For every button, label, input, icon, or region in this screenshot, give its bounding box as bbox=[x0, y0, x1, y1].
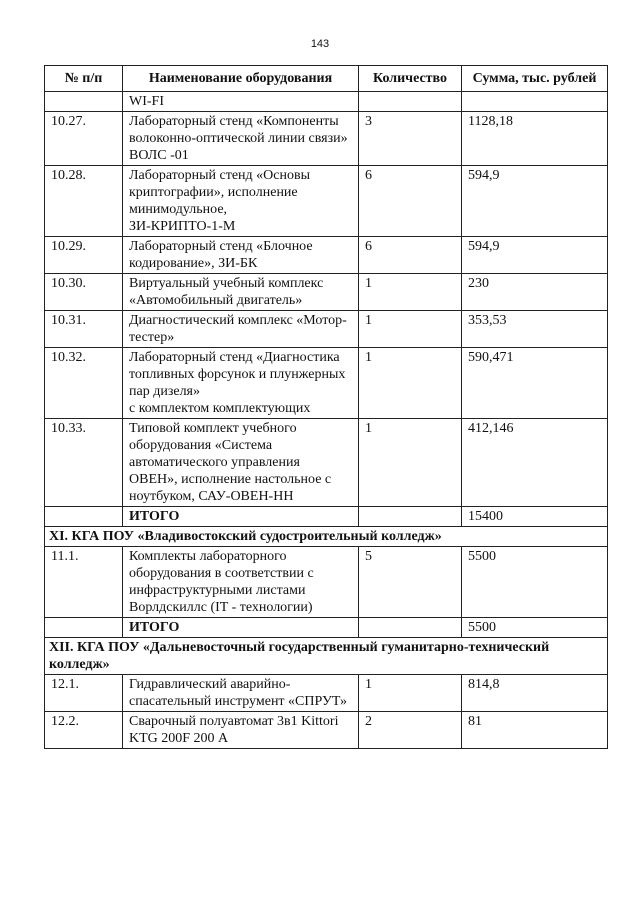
cell-sum: 5500 bbox=[462, 547, 608, 618]
cell-name: Типовой комплект учебного оборудования «Система автоматического управления ОВЕН», исполнение настольное с ноутбуком, САУ-ОВЕН-НН bbox=[123, 419, 359, 507]
cell-num: 10.27. bbox=[45, 112, 123, 166]
section-row bbox=[45, 527, 608, 547]
cell-num: 12.2. bbox=[45, 712, 123, 749]
cell-qty: 1 bbox=[359, 419, 462, 507]
header-name: Наименование оборудования bbox=[123, 66, 359, 92]
cell-name: Лабораторный стенд «Блочное кодирование», ЗИ-БК bbox=[123, 237, 359, 274]
table-row bbox=[45, 419, 608, 507]
table-row bbox=[45, 712, 608, 749]
cell-name: Диагностический комплекс «Мотор-тестер» bbox=[123, 311, 359, 348]
cell-num: 10.28. bbox=[45, 166, 123, 237]
cell-qty: 3 bbox=[359, 112, 462, 166]
cell-num bbox=[45, 92, 123, 112]
table-row bbox=[45, 274, 608, 311]
cell-num: 10.30. bbox=[45, 274, 123, 311]
section-row bbox=[45, 638, 608, 675]
cell-qty: 1 bbox=[359, 675, 462, 712]
table-body bbox=[45, 92, 608, 749]
cell-num: 10.29. bbox=[45, 237, 123, 274]
table-row bbox=[45, 166, 608, 237]
total-row bbox=[45, 507, 608, 527]
table-row bbox=[45, 675, 608, 712]
header-num: № п/п bbox=[45, 66, 123, 92]
cell-name: Лабораторный стенд «Основы криптографии», исполнение минимодульное, ЗИ-КРИПТО-1-М bbox=[123, 166, 359, 237]
cell-qty: 6 bbox=[359, 237, 462, 274]
cell-num: 10.31. bbox=[45, 311, 123, 348]
table-row bbox=[45, 348, 608, 419]
cell-name: Лабораторный стенд «Компоненты волоконно-оптической линии связи» ВОЛС -01 bbox=[123, 112, 359, 166]
cell-name: Комплекты лабораторного оборудования в соответствии с инфраструктурными листами Ворлдскиллс (IT - технологии) bbox=[123, 547, 359, 618]
cell-name: ИТОГО bbox=[123, 618, 359, 638]
cell-sum bbox=[462, 92, 608, 112]
header-sum: Сумма, тыс. рублей bbox=[462, 66, 608, 92]
table-row bbox=[45, 311, 608, 348]
cell-name: ИТОГО bbox=[123, 507, 359, 527]
cell-qty: 2 bbox=[359, 712, 462, 749]
cell-qty: 1 bbox=[359, 274, 462, 311]
section-title: XII. КГА ПОУ «Дальневосточный государственный гуманитарно-технический колледж» bbox=[45, 638, 608, 675]
cell-name: Лабораторный стенд «Диагностика топливных форсунок и плунжерных пар дизеля» с комплектом комплектующих bbox=[123, 348, 359, 419]
cell-sum: 15400 bbox=[462, 507, 608, 527]
cell-num bbox=[45, 507, 123, 527]
cell-sum: 81 bbox=[462, 712, 608, 749]
cell-sum: 814,8 bbox=[462, 675, 608, 712]
cell-sum: 5500 bbox=[462, 618, 608, 638]
cell-sum: 1128,18 bbox=[462, 112, 608, 166]
cell-qty: 6 bbox=[359, 166, 462, 237]
table-row bbox=[45, 112, 608, 166]
cell-sum: 353,53 bbox=[462, 311, 608, 348]
cell-sum: 590,471 bbox=[462, 348, 608, 419]
cell-num: 11.1. bbox=[45, 547, 123, 618]
cell-qty: 1 bbox=[359, 311, 462, 348]
table-header-row bbox=[45, 66, 608, 92]
cell-num: 10.33. bbox=[45, 419, 123, 507]
cell-num bbox=[45, 618, 123, 638]
cell-qty: 5 bbox=[359, 547, 462, 618]
cell-sum: 412,146 bbox=[462, 419, 608, 507]
equipment-table bbox=[44, 65, 608, 749]
total-row bbox=[45, 618, 608, 638]
cell-name: WI-FI bbox=[123, 92, 359, 112]
cell-qty bbox=[359, 92, 462, 112]
cell-name: Сварочный полуавтомат 3в1 Kittori KTG 200F 200 А bbox=[123, 712, 359, 749]
cell-qty bbox=[359, 507, 462, 527]
cell-sum: 594,9 bbox=[462, 237, 608, 274]
cell-num: 12.1. bbox=[45, 675, 123, 712]
table-row bbox=[45, 547, 608, 618]
cell-sum: 230 bbox=[462, 274, 608, 311]
header-qty: Количество bbox=[359, 66, 462, 92]
section-title: XI. КГА ПОУ «Владивостокский судостроительный колледж» bbox=[45, 527, 608, 547]
page-number: 143 bbox=[310, 38, 330, 50]
cell-num: 10.32. bbox=[45, 348, 123, 419]
table-row bbox=[45, 92, 608, 112]
cell-name: Виртуальный учебный комплекс «Автомобильный двигатель» bbox=[123, 274, 359, 311]
cell-name: Гидравлический аварийно-спасательный инструмент «СПРУТ» bbox=[123, 675, 359, 712]
cell-qty: 1 bbox=[359, 348, 462, 419]
cell-qty bbox=[359, 618, 462, 638]
cell-sum: 594,9 bbox=[462, 166, 608, 237]
table-row bbox=[45, 237, 608, 274]
